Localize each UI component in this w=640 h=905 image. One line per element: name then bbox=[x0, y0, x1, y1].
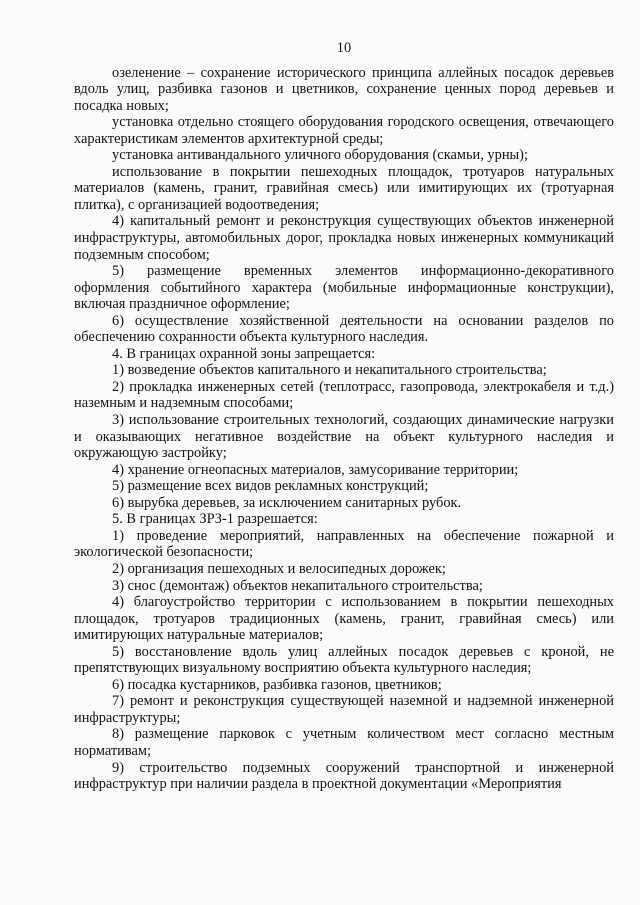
paragraph: 3) использование строительных технологий, создающих динамические нагрузки и оказывающих негативное воздействие на объект культурного наследия и окружающую застройку; bbox=[74, 412, 614, 462]
paragraph: установка антивандального уличного оборудования (скамьи, урны); bbox=[112, 147, 528, 164]
paragraph: 2) прокладка инженерных сетей (теплотрасс, газопровода, электрокабеля и т.д.) наземным и надземным способами; bbox=[74, 378, 614, 412]
paragraph: установка отдельно стоящего оборудования городского освещения, отвечающего характеристикам элементов архитектурной среды; bbox=[74, 114, 614, 147]
paragraph: 3) снос (демонтаж) объектов некапитального строительства; bbox=[112, 577, 483, 594]
paragraph: использование в покрытии пешеходных площадок, тротуаров натуральных материалов (камень, гранит, гравийная смесь) или имитирующих их (тротуарная плитка), с организацией водоотведения; bbox=[74, 163, 614, 213]
paragraph: 1) возведение объектов капитального и некапитального строительства; bbox=[112, 362, 547, 379]
paragraph: 6) осуществление хозяйственной деятельности на основании разделов по обеспечению сохранности объекта культурного наследия. bbox=[74, 312, 614, 346]
paragraph: 5) размещение временных элементов информационно-декоративного оформления событийного характера (мобильные информационные конструкции), включая праздничное оформление; bbox=[74, 263, 614, 313]
section-heading: 4. В границах охранной зоны запрещается: bbox=[112, 345, 376, 362]
document-page bbox=[74, 40, 614, 793]
paragraph: озеленение – сохранение исторического принципа аллейных посадок деревьев вдоль улиц, разбивка газонов и цветников, сохранение ценных пород деревьев и посадка новых; bbox=[74, 64, 614, 114]
page-number: 10 bbox=[336, 40, 352, 56]
paragraph: 4) капитальный ремонт и реконструкция существующих объектов инженерной инфраструктуры, автомобильных дорог, прокладка новых инженерных коммуникаций подземным способом; bbox=[74, 213, 614, 263]
section-heading: 5. В границах ЗРЗ-1 разрешается: bbox=[112, 511, 318, 528]
paragraph: 4) хранение огнеопасных материалов, замусоривание территории; bbox=[112, 461, 519, 478]
paragraph: 4) благоустройство территории с использованием в покрытии пешеходных площадок, тротуаров традиционных (камень, гранит, гравийная смесь) или имитирующих натуральные материалов; bbox=[74, 594, 614, 644]
paragraph: 5) восстановление вдоль улиц аллейных посадок деревьев с кроной, не препятствующих визуальному восприятию объекта культурного наследия; bbox=[74, 643, 614, 677]
paragraph: 2) организация пешеходных и велосипедных дорожек; bbox=[112, 560, 446, 577]
paragraph: 9) строительство подземных сооружений транспортной и инженерной инфраструктур при наличии раздела в проектной документации «Мероприятия bbox=[74, 759, 614, 793]
paragraph: 5) размещение всех видов рекламных конструкций; bbox=[112, 478, 429, 495]
paragraph: 6) вырубка деревьев, за исключением санитарных рубок. bbox=[112, 494, 462, 511]
paragraph: 8) размещение парковок с учетным количеством мест согласно местным нормативам; bbox=[74, 726, 614, 759]
paragraph: 1) проведение мероприятий, направленных на обеспечение пожарной и экологической безопасности; bbox=[74, 527, 614, 561]
paragraph: 6) посадка кустарников, разбивка газонов, цветников; bbox=[112, 676, 442, 693]
paragraph: 7) ремонт и реконструкция существующей наземной и надземной инженерной инфраструктуры; bbox=[74, 693, 614, 726]
document-body bbox=[74, 65, 614, 793]
